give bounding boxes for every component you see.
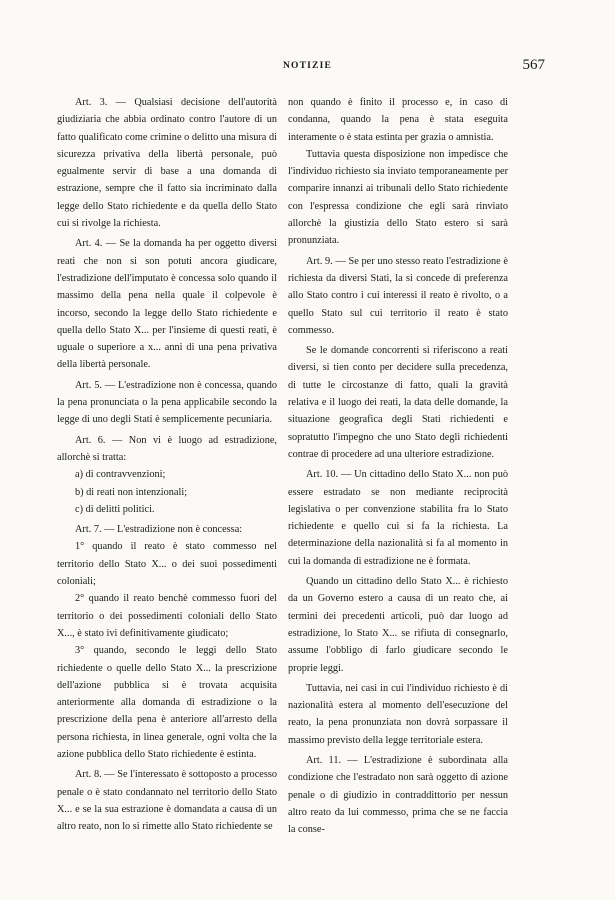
paragraph-art-5: Art. 5. — L'estradizione non è concessa, quando la pena pronunciata o la pena applicabile secondo la legge di uno degli Stati è semplicemente pecuniaria. [57,379,277,426]
list-item-c: c) di delitti politici. [75,503,155,515]
paragraph-art-8: Art. 8. — Se l'interessato è sottoposto a processo penale o è stato condannato nel territorio dello Stato X... e se la sua estrazione è domandata a causa di un altro reato, non lo si rimette allo Stato richiedente se [57,769,277,833]
paragraph-tuttavia-2: Tuttavia, nei casi in cui l'individuo richiesto è di nazionalità estera al momento dell'esecuzione del reato, la pena pronunziata non dovrà sorpassare il massimo previsto della legge territoriale estera. [288,682,508,746]
list-item-2: 2° quando il reato benchè commesso fuori del territorio o dei possedimenti coloniali dello Stato X..., è stato ivi definitivamente giudicato; [57,593,277,639]
paragraph-art-3: Art. 3. — Qualsiasi decisione dell'autorità giudiziaria che abbia ordinato contro l'autore di un fatto qualificato come crimine o delitto una misura di sicurezza privativa della libertà personale, può egualmente servir di base a una domanda di estrazione, sempre che il fatto sia incriminato dalla legge dello Stato richiedente e da quella dello Stato cui si rivolge la richiesta. [57,97,277,230]
page-number: 567 [522,57,545,73]
paragraph-cittadino: Quando un cittadino dello Stato X... è richiesto da un Governo estero a causa di un reato che, ai termini dei precedenti articoli, può dar luogo ad estradizione, lo Stato X... se rifiuta di consegnarlo, assume l'obbligo di farlo giudicare secondo le proprie leggi. [288,576,508,674]
paragraph-art-8-cont: non quando è finito il processo e, in caso di condanna, quando la pena è stata eseguita interamente o è stata estinta per grazia o amnistia. [288,97,508,143]
running-header [0,58,615,74]
paragraph-art-11: Art. 11. — L'estradizione è subordinata alla condizione che l'estradato non sarà oggetto di azione penale o di giudizio in contraddittorio per nessun altro reato da lui commesso, prima che se ne faccia la conse- [288,754,508,836]
paragraph-art-4: Art. 4. — Se la domanda ha per oggetto diversi reati che non si son potuti ancora giudicare, l'estradizione dell'imputato è concessa solo quando il massimo della pena nella quale il colpevole è incorso, secondo la legge dello Stato richiedente e quella dello Stato X... per l'insieme di questi reati, è uguale o superiore a x... anni di una pena privativa della libertà personale. [57,238,277,371]
running-title: NOTIZIE [282,61,333,71]
list-item-b: b) di reati non intenzionali; [75,486,188,498]
paragraph-art-6: Art. 6. — Non vi è luogo ad estradizione, allorchè si tratta: [57,434,277,463]
paragraph-art-7: Art. 7. — L'estradizione non è concessa: [75,524,243,536]
paragraph-art-10: Art. 10. — Un cittadino dello Stato X... non può essere estradato se non mediante reciprocità legislativa o per convenzione stabilita fra lo Stato richiedente e quello cui si fa la richiesta. La determinazione della nazionalità si fa al momento in cui la domanda di estradizione ne è formata. [288,469,508,567]
paragraph-domande-concorrenti: Se le domande concorrenti si riferiscono a reati diversi, si tien conto per decidere sulla precedenza, di tutte le circostanze di fatto, quali la gravità relativa e il luogo dei reati, la data delle domande, la situazione geografica degli Stati richiedenti e sopratutto l'impegno che uno Stato degli richiedenti contrae di procedere ad una ulteriore estradizione. [288,345,508,460]
right-column [288,94,508,838]
left-column [57,94,277,835]
paragraph-art-9: Art. 9. — Se per uno stesso reato l'estradizione è richiesta da diversi Stati, la si concede di preferenza allo Stato contro i cui interessi il reato è rivolto, o a quello Stato sul cui territorio il reato è stato commesso. [288,255,508,336]
list-item-a: a) di contravvenzioni; [75,469,166,481]
paragraph-tuttavia-1: Tuttavia questa disposizione non impedisce che l'individuo richiesto sia inviato temporaneamente per comparire innanzi ai tribunali dello Stato richiedente con l'espressa condizione che egli sarà rinviato allorchè la giustizia dello Stato estero si sarà pronunziata. [288,148,508,247]
list-item-1: 1° quando il reato è stato commesso nel territorio dello Stato X... o dei suoi possedimenti coloniali; [57,541,277,588]
list-item-3: 3° quando, secondo le leggi dello Stato richiedente o quelle dello Stato X... la prescrizione dell'azione pubblica si è trovata acquisita anteriormente alla domanda di estradizione o la prescrizione della pena è anteriore all'arresto della persona richiesta, in linea generale, ogni volta che la azione pubblica dello Stato richiedente è estinta. [57,645,277,760]
